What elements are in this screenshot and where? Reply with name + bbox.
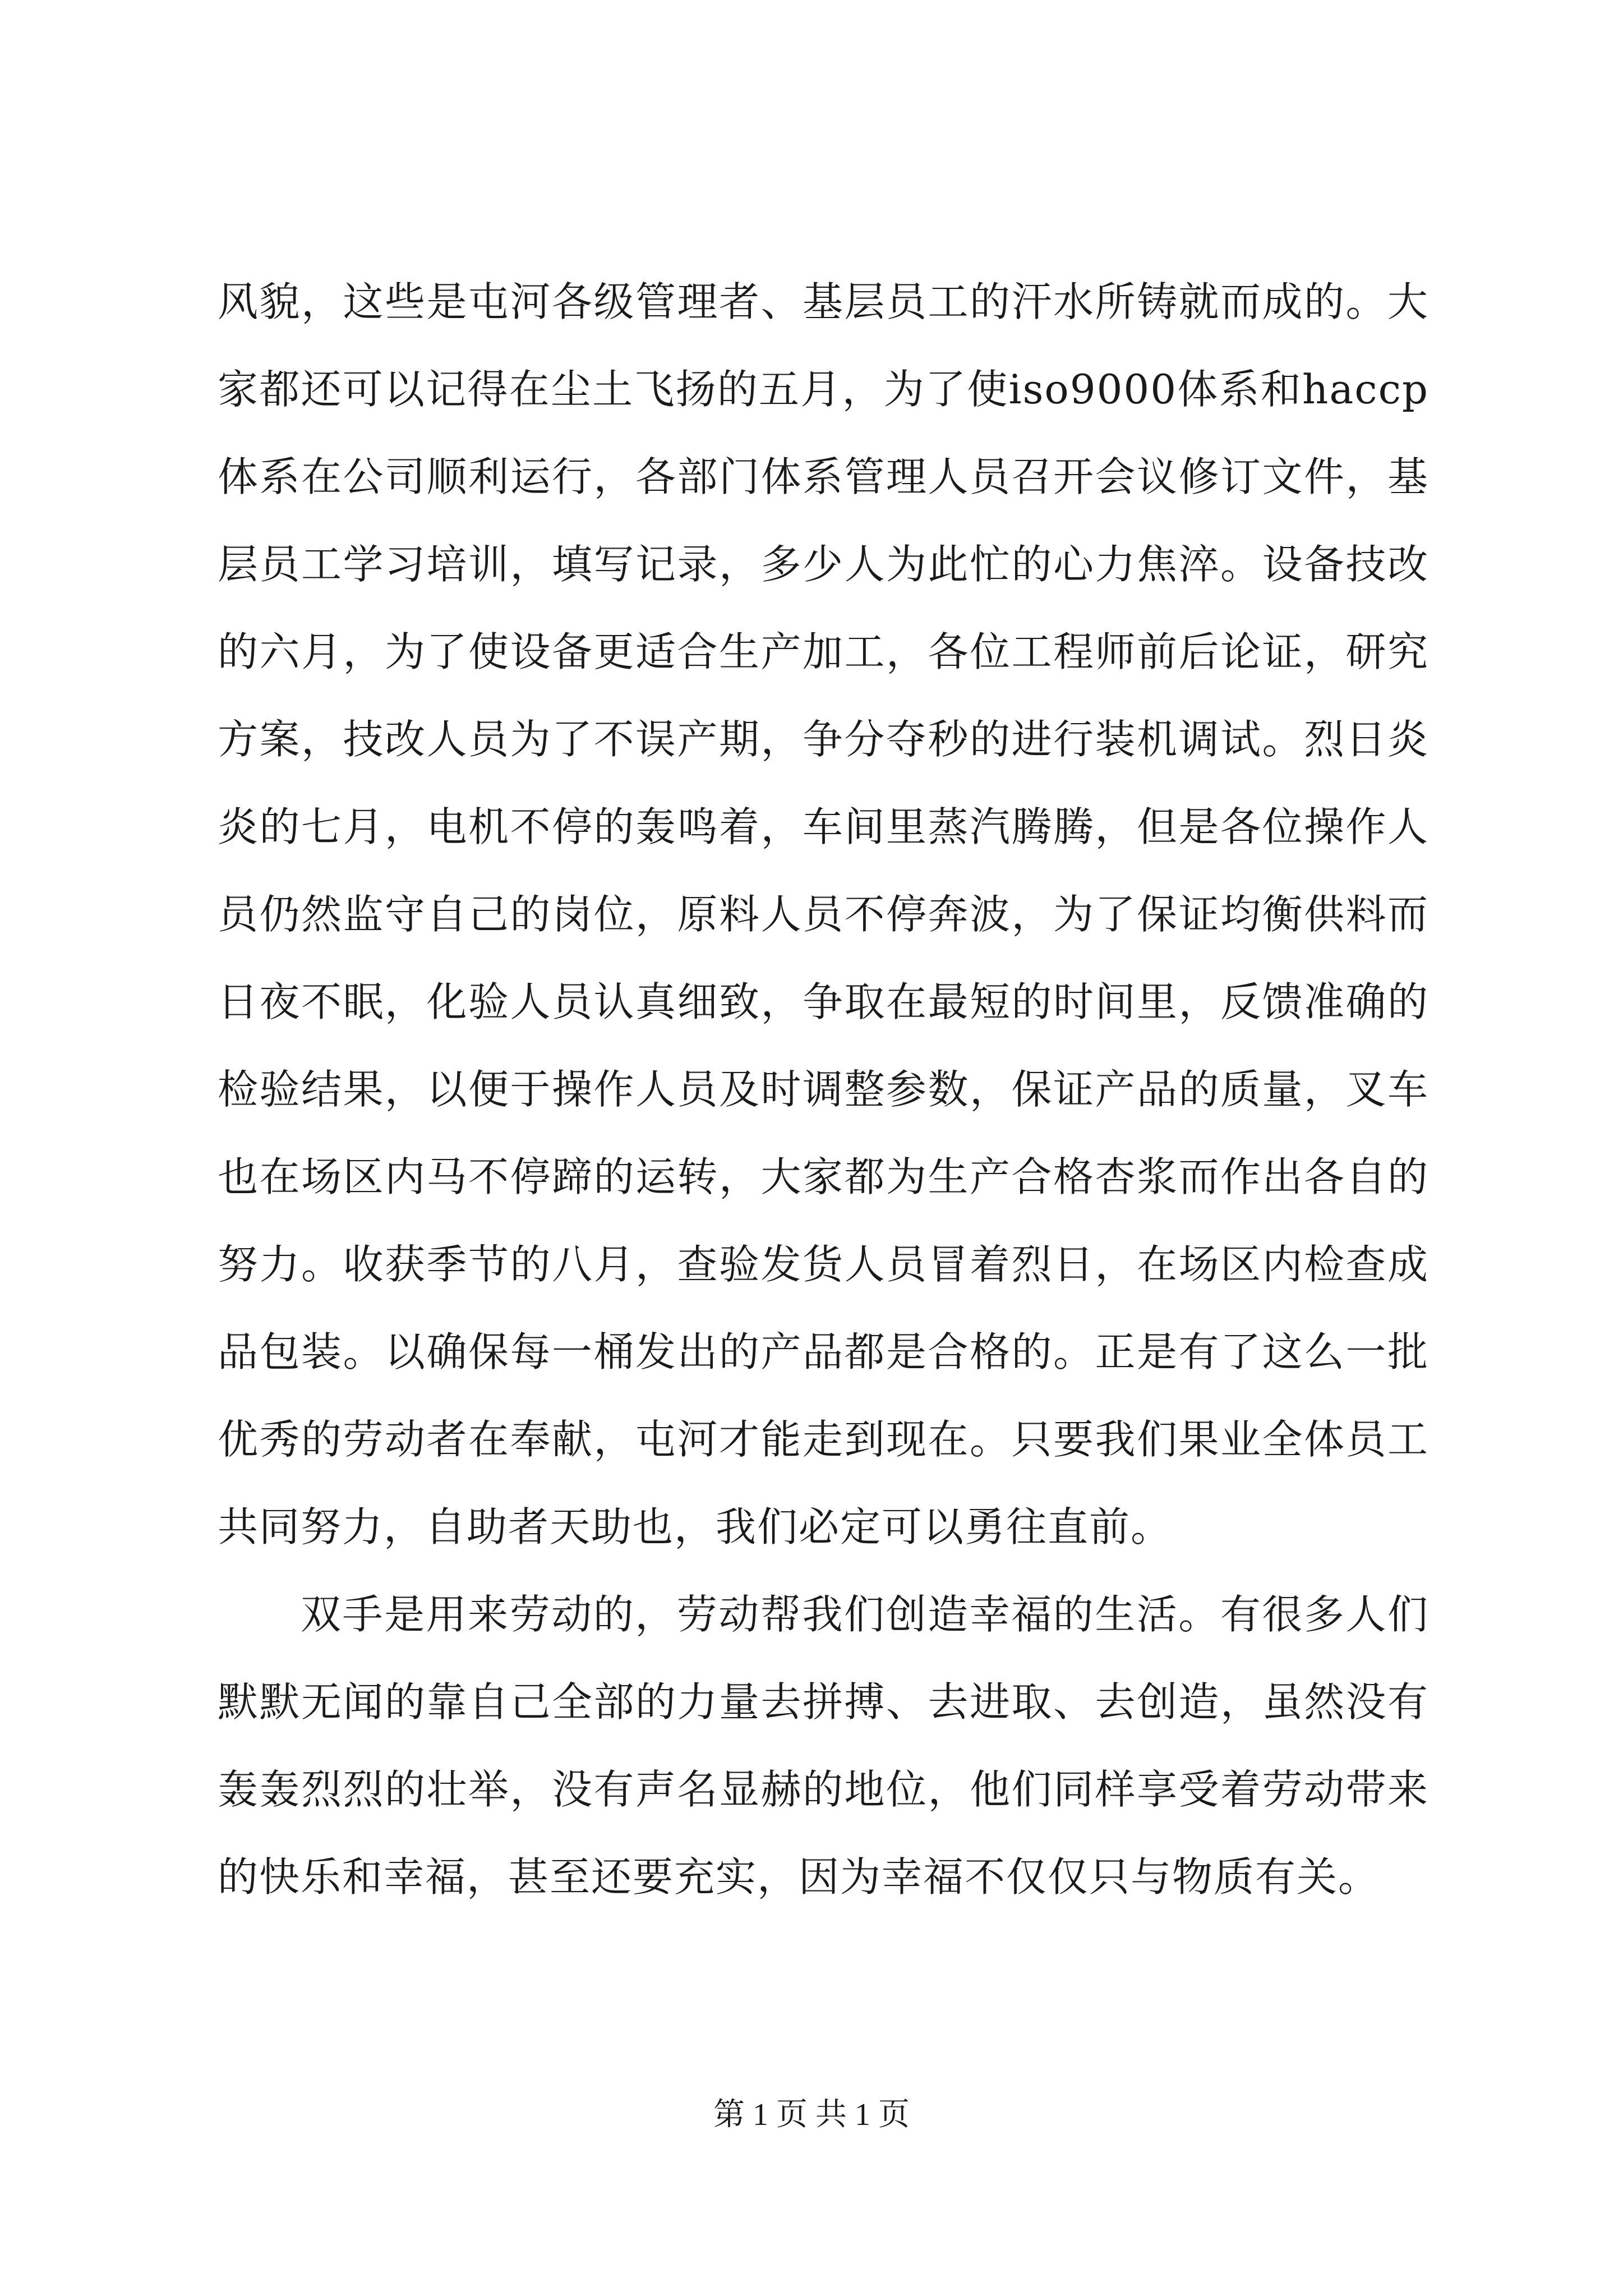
paragraph-2: 双手是用来劳动的，劳动帮我们创造幸福的生活。有很多人们默默无闻的靠自己全部的力量去拼搏、去进取、去创造，虽然没有轰轰烈烈的壮举，没有声名显赫的地位，他们同样享受着劳动带来的快乐和幸福，甚至还要充实，因为幸福不仅仅只与物质有关。 — [218, 1591, 1429, 1901]
page-footer: 第 1 页 共 1 页 — [713, 2097, 910, 2132]
document-body — [218, 258, 1429, 1921]
paragraph-1: 风貌，这些是屯河各级管理者、基层员工的汗水所铸就而成的。大家都还可以记得在尘土飞扬的五月，为了使iso9000体系和haccp体系在公司顺利运行，各部门体系管理人员召开会议修订文件，基层员工学习培训，填写记录，多少人为此忙的心力焦淬。设备技改的六月，为了使设备更适合生产加工，各位工程师前后论证，研究方案，技改人员为了不误产期，争分夺秒的进行装机调试。烈日炎炎的七月，电机不停的轰鸣着，车间里蒸汽腾腾，但是各位操作人员仍然监守自己的岗位，原料人员不停奔波，为了保证均衡供料而日夜不眠，化验人员认真细致，争取在最短的时间里，反馈准确的检验结果，以便于操作人员及时调整参数，保证产品的质量，叉车也在场区内马不停蹄的运转，大家都为生产合格杏浆而作出各自的努力。收获季节的八月，查验发货人员冒着烈日，在场区内检查成品包装。以确保每一桶发出的产品都是合格的。正是有了这么一批优秀的劳动者在奉献，屯河才能走到现在。只要我们果业全体员工共同努力，自助者天助也，我们必定可以勇往直前。 — [218, 278, 1429, 1550]
